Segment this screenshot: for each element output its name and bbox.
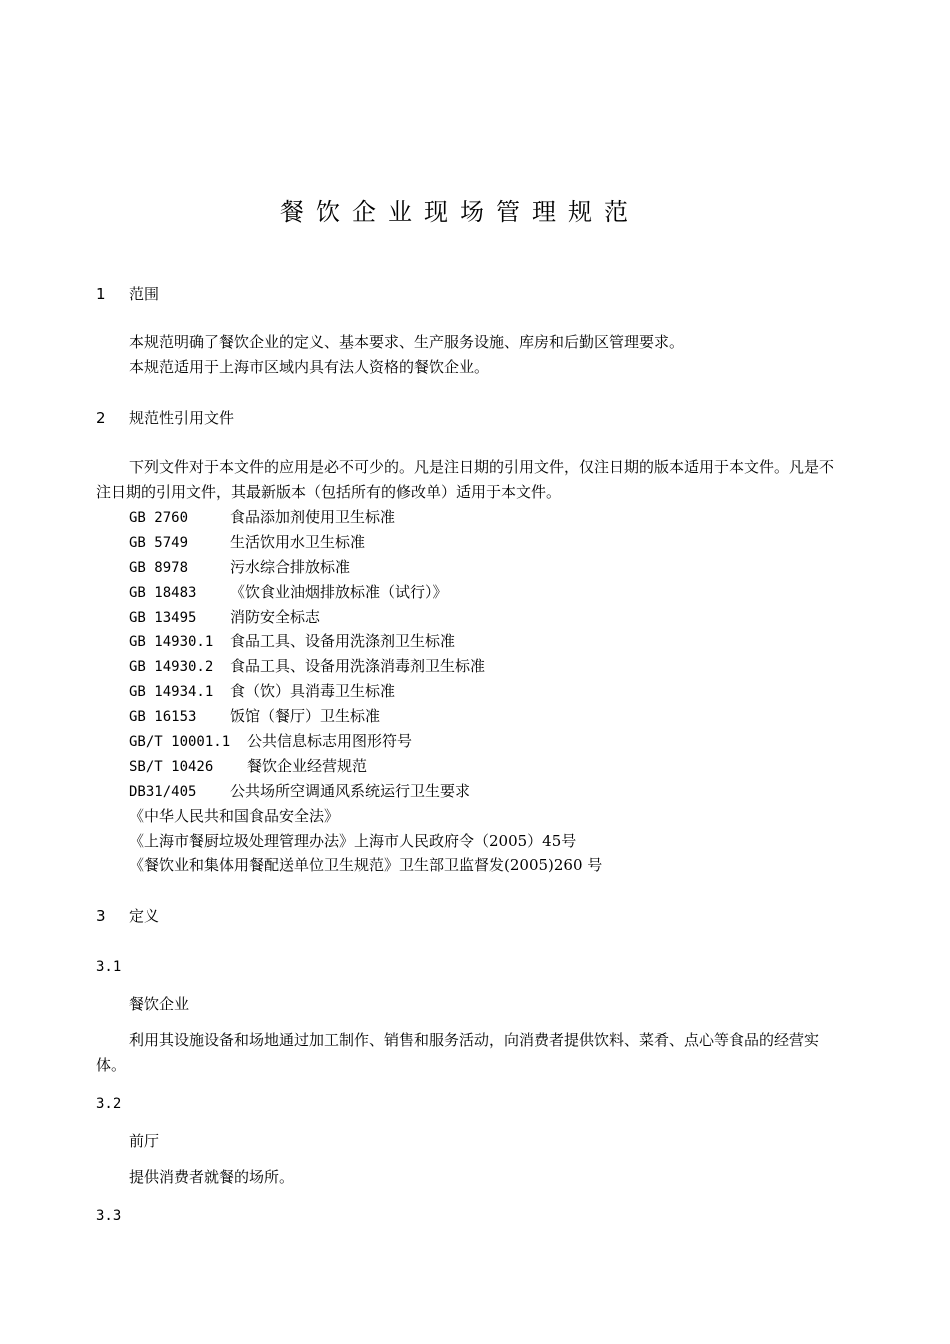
reference-item (129, 729, 829, 754)
reference-code: GB 16153 (129, 709, 197, 726)
reference-title: 生活饮用水卫生标准 (230, 532, 366, 551)
reference-code: GB 18483 (129, 584, 197, 601)
reference-code: DB31/405 (129, 783, 197, 800)
reference-item (129, 505, 829, 530)
reference-title: 污水综合排放标准 (230, 557, 351, 576)
section-number: 2 (96, 409, 106, 427)
reference-title: 食品添加剂使用卫生标准 (230, 508, 396, 526)
reference-item (129, 605, 829, 630)
reference-title: 消防安全标志 (230, 607, 321, 626)
section-number: 1 (96, 285, 106, 303)
clause-number: 3.3 (96, 1208, 122, 1224)
reference-item (129, 555, 829, 580)
clause-number: 3.1 (96, 959, 122, 975)
reference-code: GB 14930.1 (129, 634, 214, 651)
reference-title: 食品工具、设备用洗涤消毒剂卫生标准 (230, 657, 486, 676)
reference-code: GB 5749 (129, 534, 189, 551)
section-title: 规范性引用文件 (129, 409, 235, 427)
section-title: 定义 (129, 907, 160, 925)
reference-title: 饭馆（餐厅）卫生标准 (230, 707, 381, 726)
reference-list (129, 505, 829, 878)
reference-item (129, 754, 829, 779)
section-3-heading (96, 906, 159, 926)
section-number: 3 (96, 907, 106, 925)
reference-item (129, 580, 829, 605)
scope-paragraph: 本规范明确了餐饮企业的定义、基本要求、生产服务设施、库房和后勤区管理要求。 (129, 333, 685, 351)
reference-title: 《饮食业油烟排放标准（试行）》 (230, 582, 448, 601)
reference-code: GB 8978 (129, 559, 189, 576)
reference-code: GB/T 10001.1 (129, 734, 231, 751)
reference-item (129, 679, 829, 704)
reference-title: 餐饮企业经营规范 (247, 756, 368, 775)
reference-code: GB 14930.2 (129, 659, 214, 676)
references-intro: 下列文件对于本文件的应用是必不可少的。凡是注日期的引用文件，仅注日期的版本适用于本文件。凡是不注日期的引用文件，其最新版本（包括所有的修改单）适用于本文件。 (96, 458, 835, 501)
reference-title: 公共信息标志用图形符号 (247, 732, 413, 751)
law-reference: 《中华人民共和国食品安全法》 (129, 806, 340, 825)
document-title: 餐饮企业现场管理规范 (280, 198, 640, 226)
reference-item (129, 530, 829, 555)
reference-code: GB 2760 (129, 510, 189, 526)
reference-title: 公共场所空调通风系统运行卫生要求 (230, 781, 471, 800)
law-reference: 《上海市餐厨垃圾处理管理办法》上海市人民政府令（2005）45号 (129, 831, 577, 850)
term-definition: 利用其设施设备和场地通过加工制作、销售和服务活动，向消费者提供饮料、菜肴、点心等食品的经营实体。 (96, 1031, 820, 1074)
reference-item (129, 629, 829, 654)
reference-item (129, 779, 829, 804)
term-name: 前厅 (129, 1132, 160, 1150)
reference-item (129, 704, 829, 729)
scope-paragraph: 本规范适用于上海市区域内具有法人资格的餐饮企业。 (129, 358, 490, 376)
law-reference: 《餐饮业和集体用餐配送单位卫生规范》卫生部卫监督发(2005)260 号 (129, 856, 603, 875)
section-1-heading (96, 284, 159, 304)
section-title: 范围 (129, 285, 160, 303)
reference-title: 食品工具、设备用洗涤剂卫生标准 (230, 632, 456, 651)
reference-item (129, 654, 829, 679)
reference-code: SB/T 10426 (129, 758, 214, 775)
reference-title: 食（饮）具消毒卫生标准 (230, 682, 396, 701)
term-definition: 提供消费者就餐的场所。 (129, 1168, 295, 1186)
reference-code: GB 14934.1 (129, 684, 214, 701)
reference-code: GB 13495 (129, 609, 197, 626)
clause-number: 3.2 (96, 1096, 122, 1112)
section-2-heading (96, 408, 234, 428)
term-name: 餐饮企业 (129, 995, 190, 1013)
